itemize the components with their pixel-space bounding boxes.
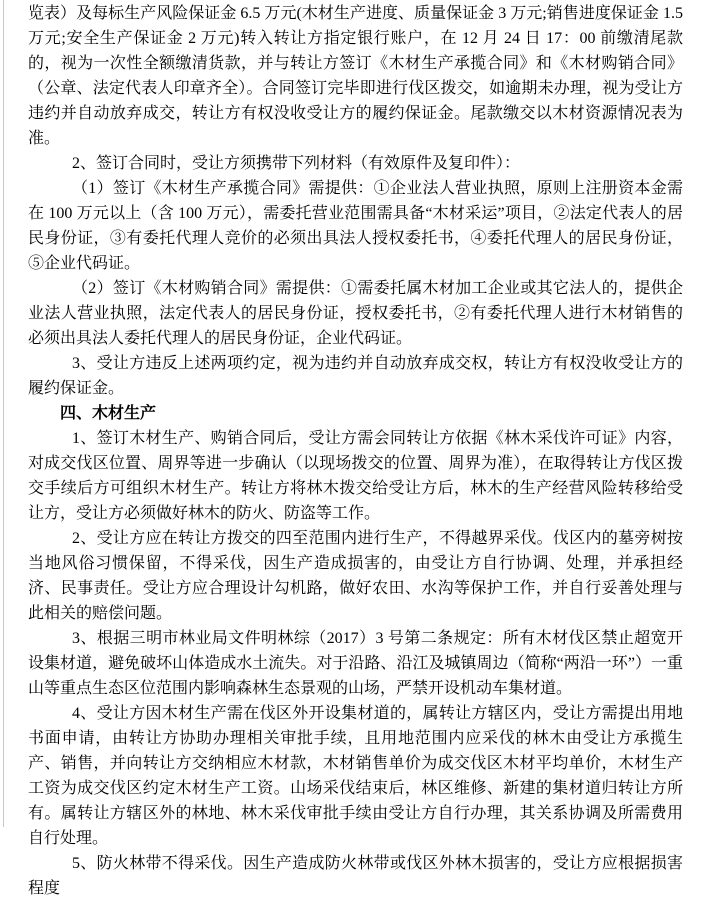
section-heading-timber-production: 四、木材生产 xyxy=(60,405,157,422)
paragraph-production-item3: 3、根据三明市林业局文件明林综（2017）3 号第二条规定：所有木材伐区禁止超宽开设集材道，避免破坏山体造成水土流失。对于沿路、沿江及城镇周边（简称“两沿一环”）一重山等重点生态区位范围内影响森林生态景观的山场，严禁开设机动车集材道。 xyxy=(28,630,683,697)
paragraph-contract-materials: 2、签订合同时，受让方须携带下列材料（有效原件及复印件）： xyxy=(72,155,521,172)
paragraph-deposit-remainder: 览表）及每标生产风险保证金 6.5 万元(木材生产进度、质量保证金 3 万元;销售进度保证金 1.5 万元;安全生产保证金 2 万元)转入转让方指定银行账户，在 12 月 24 日 17：00 前缴清尾款的，视为一次性全额缴清货款，并与转让方签订《木材生产承揽合同》和《木材购销合同》（公章、法定代表人印章齐全）。合同签订完毕即进行伐区拨交，如逾期未办理，视为受让方违约并自动放弃成交，转让方有权没收受让方的履约保证金。尾款缴交以木材资源情况表为准。 xyxy=(28,5,683,147)
paragraph-breach-clause: 3、受让方违反上述两项约定，视为违约并自动放弃成交权，转让方有权没收受让方的履约保证金。 xyxy=(28,355,683,397)
paragraph-production-item1: 1、签订木材生产、购销合同后，受让方需会同转让方依据《林木采伐许可证》内容，对成交伐区位置、周界等进一步确认（以现场拨交的位置、周界为准），在取得转让方伐区拨交手续后方可组织木材生产。转让方将林木拨交给受让方后，林木的生产经营风险转移给受让方，受让方必须做好林木的防火、防盗等工作。 xyxy=(28,430,683,522)
paragraph-purchase-contract-docs: （2）签订《木材购销合同》需提供：①需委托属木材加工企业或其它法人的，提供企业法人营业执照，法定代表人的居民身份证，授权委托书，②有委托代理人进行木材销售的必须出具法人委托代理人的居民身份证，企业代码证。 xyxy=(28,280,683,347)
paragraph-production-item5: 5、防火林带不得采伐。因生产造成防火林带或伐区外林木损害的，受让方应根据损害程度 xyxy=(28,855,683,897)
paragraph-production-item4: 4、受让方因木材生产需在伐区外开设集材道的，属转让方辖区内，受让方需提出用地书面申请，由转让方协助办理相关审批手续，且用地范围内应采伐的林木由受让方承揽生产、销售，并向转让方交纳相应木材款，木材销售单价为成交伐区木材平均单价，木材生产工资为成交伐区约定木材生产工资。山场采伐结束后，林区维修、新建的集材道归转让方所有。属转让方辖区外的林地、林木采伐审批手续由受让方自行办理，其关系协调及所需费用自行处理。 xyxy=(28,705,683,847)
paragraph-production-contract-docs: （1）签订《木材生产承揽合同》需提供：①企业法人营业执照，原则上注册资本金需在 100 万元以上（含 100 万元），需委托营业范围需具备“木材采运”项目，②法定代表人的居民身份证，③有委托代理人竞价的必须出具法人授权委托书，④委托代理人的居民身份证，⑤企业代码证。 xyxy=(28,180,683,272)
page-edge-divider xyxy=(3,0,4,827)
document-body xyxy=(28,1,683,901)
paragraph-production-item2: 2、受让方应在转让方拨交的四至范围内进行生产，不得越界采伐。伐区内的墓旁树按当地风俗习惯保留，不得采伐，因生产造成损害的，由受让方自行协调、处理，并承担经济、民事责任。受让方应合理设计勾机路，做好农田、水沟等保护工作，并自行妥善处理与此相关的赔偿问题。 xyxy=(28,530,683,622)
